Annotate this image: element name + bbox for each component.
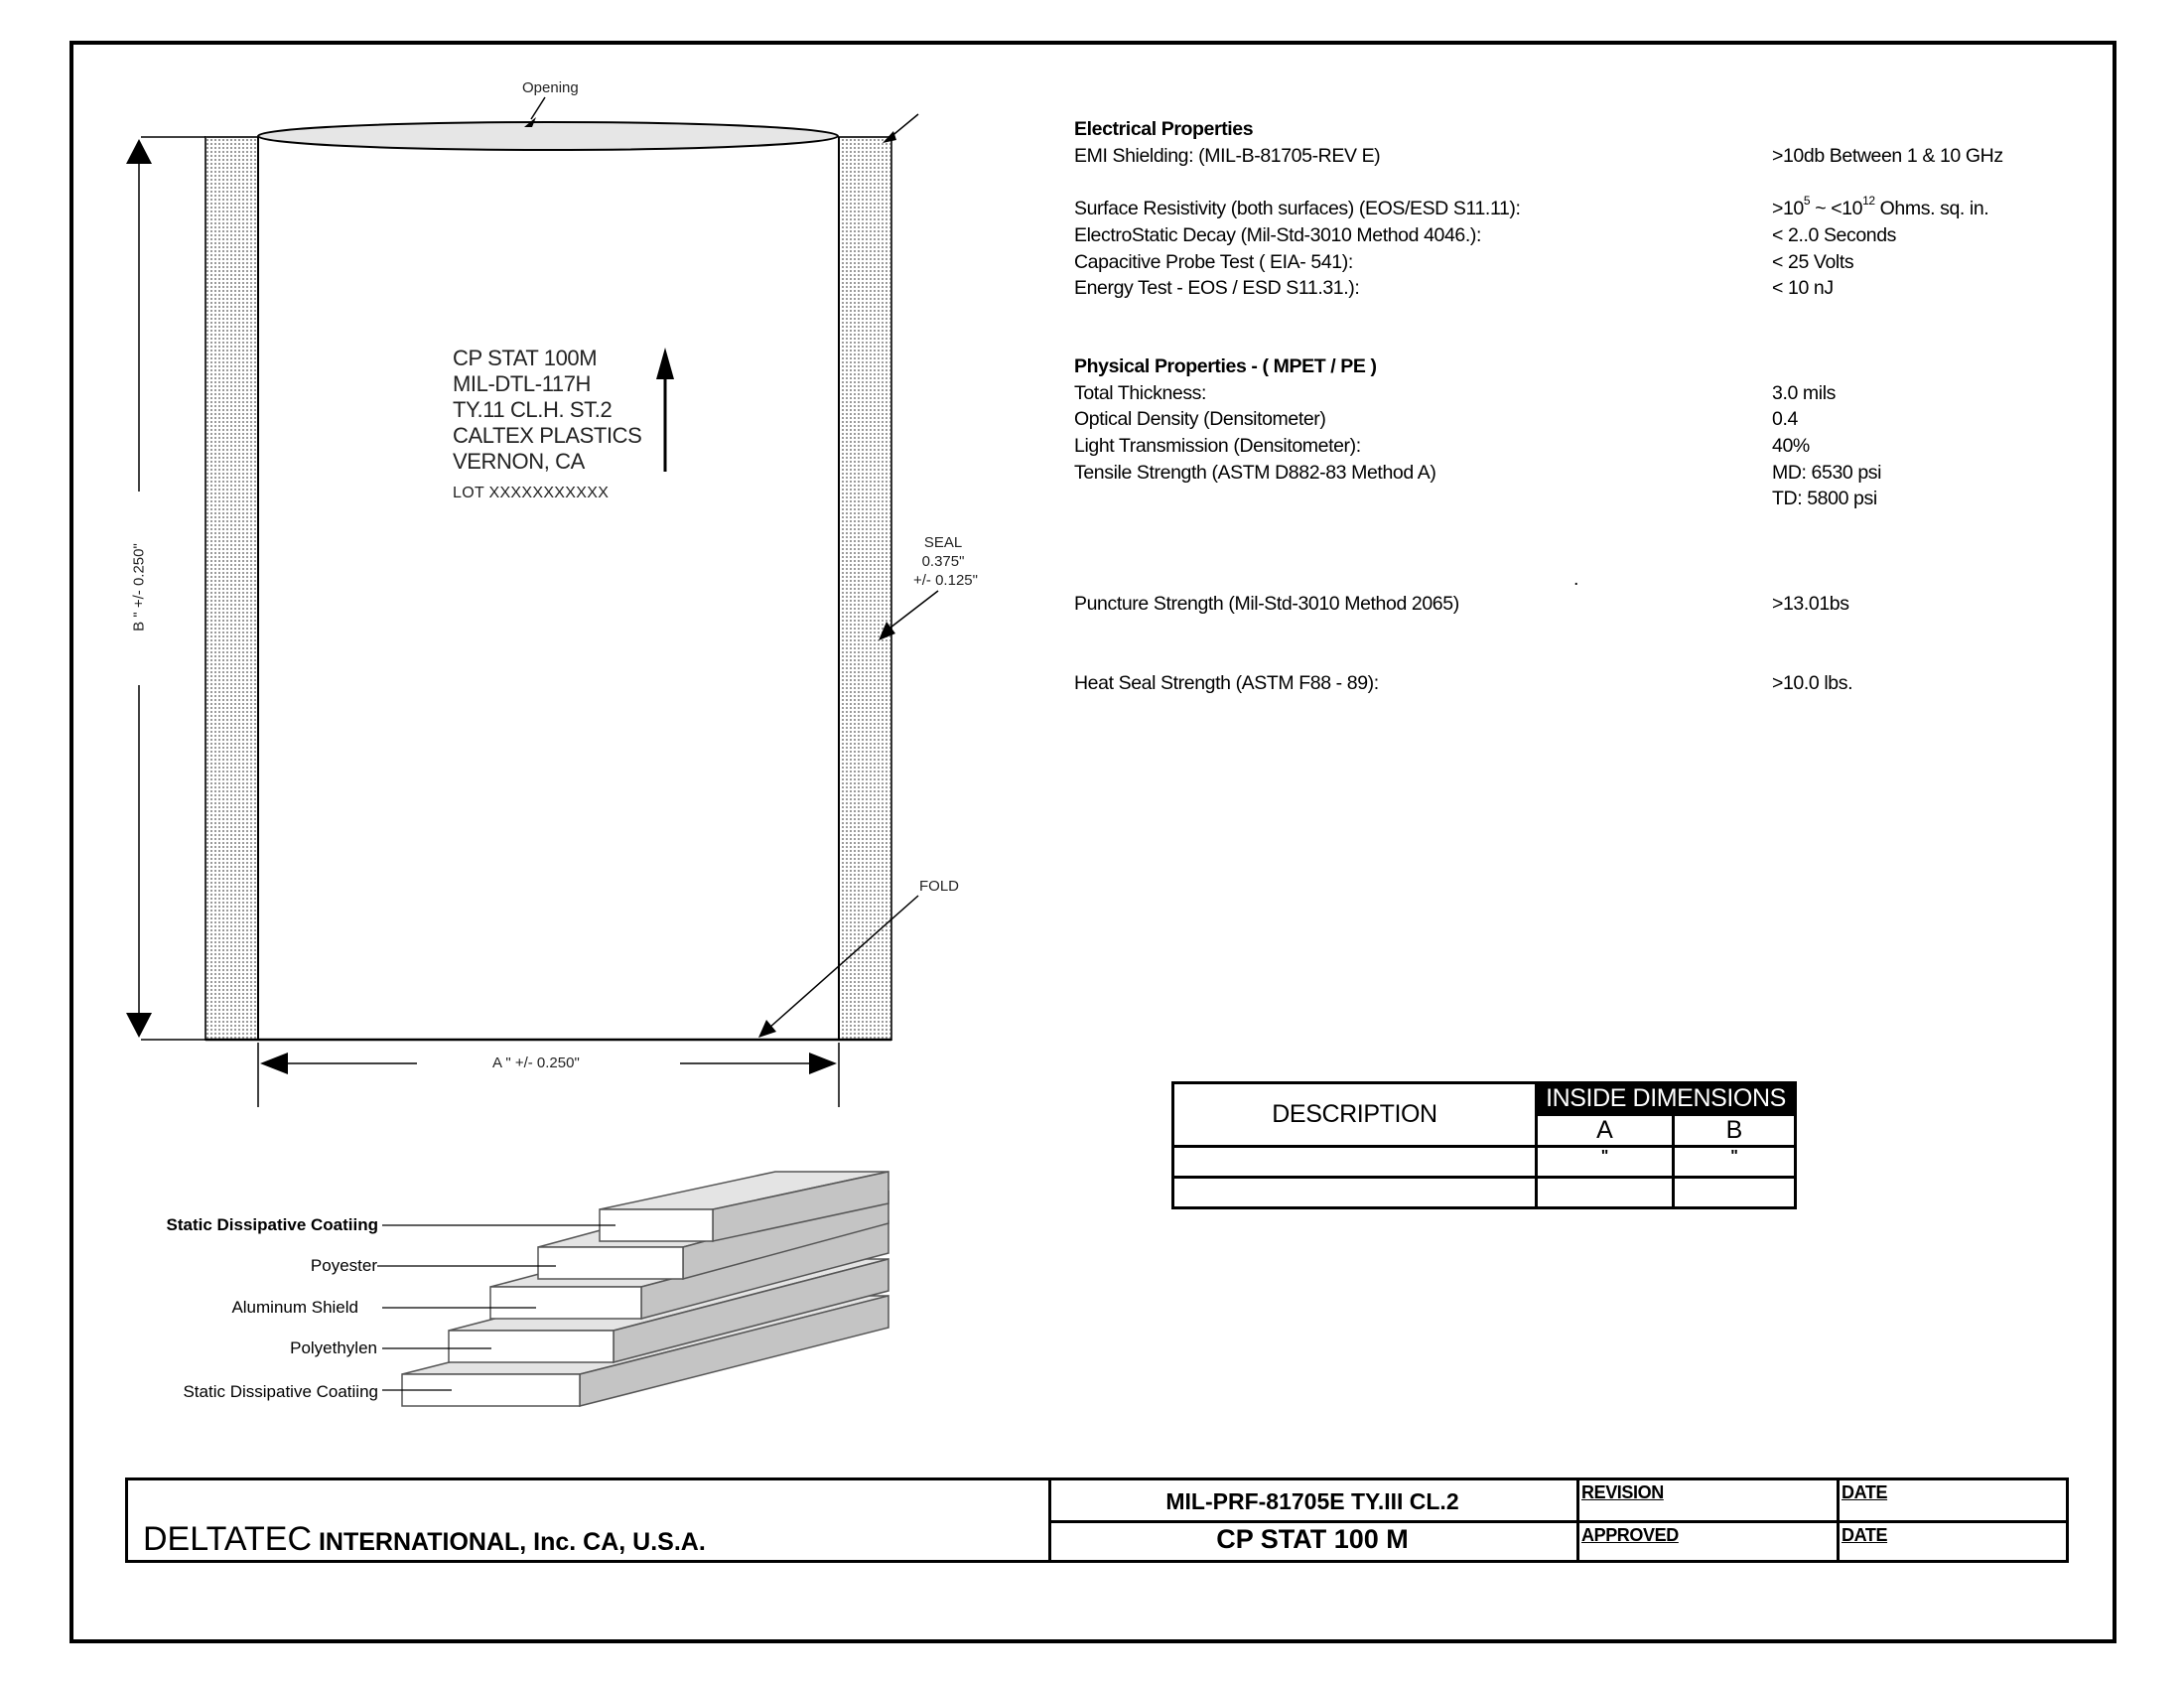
decay-label: ElectroStatic Decay (Mil-Std-3010 Method 4046.): [1074,224,1481,246]
light-label: Light Transmission (Densitometer): [1074,435,1361,457]
heatseal-value: >10.0 lbs. [1772,672,1853,694]
revision-date-label: DATE [1842,1482,1888,1502]
surface-exponent: 5 [1803,194,1811,208]
description-header: DESCRIPTION [1173,1083,1537,1147]
spec-number: MIL-PRF-81705E TY.III CL.2 [1165,1488,1459,1514]
seal-label [913,533,978,590]
stray-dot: . [1573,568,1579,590]
company-name [143,1520,706,1559]
heatseal-label: Heat Seal Strength (ASTM F88 - 89): [1074,672,1379,694]
row2-description[interactable] [1173,1178,1537,1208]
thickness-value: 3.0 mils [1772,382,1836,404]
title-block [125,1477,2069,1563]
dimensions-table [1171,1081,1797,1209]
lot-text: LOT XXXXXXXXXXX [453,485,610,501]
bag-text-line: CALTEX PLASTICS [453,423,642,448]
approved-label: APPROVED [1581,1525,1679,1545]
seal-label-line: 0.375" [921,553,965,570]
tensile-md-value: MD: 6530 psi [1772,462,1882,484]
part-name: CP STAT 100 M [1216,1524,1409,1554]
surface-value-part: >10 [1772,198,1804,219]
seal-label-line: SEAL [923,534,963,551]
layer-stack [402,1172,888,1406]
approved-date-label: DATE [1842,1525,1888,1545]
company-name-big: DELTATEC [143,1520,313,1558]
row1-a[interactable]: " [1537,1147,1674,1178]
tb-divider [1048,1520,2066,1523]
bag-text-line: CP STAT 100M [453,346,598,370]
right-seal [839,137,891,1040]
layer-label: Static Dissipative Coatiing [166,1215,378,1234]
energy-label: Energy Test - EOS / ESD S11.31.): [1074,277,1360,299]
energy-value: < 10 nJ [1772,277,1834,299]
inside-dimensions-header: INSIDE DIMENSIONS [1537,1083,1796,1115]
row2-a[interactable] [1537,1178,1674,1208]
bag-text-line: VERNON, CA [453,449,585,474]
bag-text-line: MIL-DTL-117H [453,371,592,396]
col-a-header: A [1537,1115,1674,1147]
layer-label: Polyethylen [290,1338,377,1357]
surface-resistivity-label: Surface Resistivity (both surfaces) (EOS/ESD S11.11): [1074,198,1521,219]
tensile-td-value: TD: 5800 psi [1772,488,1877,509]
layer-label: Static Dissipative Coatiing [183,1382,378,1401]
surface-value-part: Ohms. sq. in. [1874,198,1989,219]
decay-value: < 2..0 Seconds [1772,224,1897,246]
probe-label: Capacitive Probe Test ( EIA- 541): [1074,251,1353,273]
puncture-value: >13.01bs [1772,593,1849,615]
row1-b[interactable]: " [1674,1147,1796,1178]
optical-label: Optical Density (Densitometer) [1074,408,1326,430]
revision-label: REVISION [1581,1482,1664,1502]
puncture-label: Puncture Strength (Mil-Std-3010 Method 2065) [1074,593,1459,615]
layer-label: Aluminum Shield [231,1298,358,1317]
dim-b-label: B " +/- 0.250" [130,543,148,632]
row1-description[interactable] [1173,1147,1537,1178]
probe-value: < 25 Volts [1772,251,1854,273]
emi-value: >10db Between 1 & 10 GHz [1772,145,2003,167]
dim-a-label: A " +/- 0.250" [492,1055,580,1071]
layer-label: Poyester [310,1256,377,1275]
electrical-heading: Electrical Properties [1074,118,1254,140]
left-seal [205,137,258,1040]
surface-resistivity-value [1772,194,1989,220]
tensile-label: Tensile Strength (ASTM D882-83 Method A) [1074,462,1436,484]
bag-print-text [453,346,641,475]
opening-label: Opening [522,79,579,96]
fold-label: FOLD [919,878,960,895]
company-name-rest: INTERNATIONAL, Inc. CA, U.S.A. [312,1528,706,1556]
surface-value-part: ~ <10 [1810,198,1863,219]
physical-heading: Physical Properties - ( MPET / PE ) [1074,355,1377,377]
opening-ellipse [258,122,838,150]
surface-exponent: 12 [1862,194,1875,208]
optical-value: 0.4 [1772,408,1798,430]
thickness-label: Total Thickness: [1074,382,1207,404]
col-b-header: B [1674,1115,1796,1147]
light-value: 40% [1772,435,1810,457]
bag-text-line: TY.11 CL.H. ST.2 [453,397,613,422]
seal-label-line: +/- 0.125" [913,572,978,589]
emi-label: EMI Shielding: (MIL-B-81705-REV E) [1074,145,1381,167]
row2-b[interactable] [1674,1178,1796,1208]
